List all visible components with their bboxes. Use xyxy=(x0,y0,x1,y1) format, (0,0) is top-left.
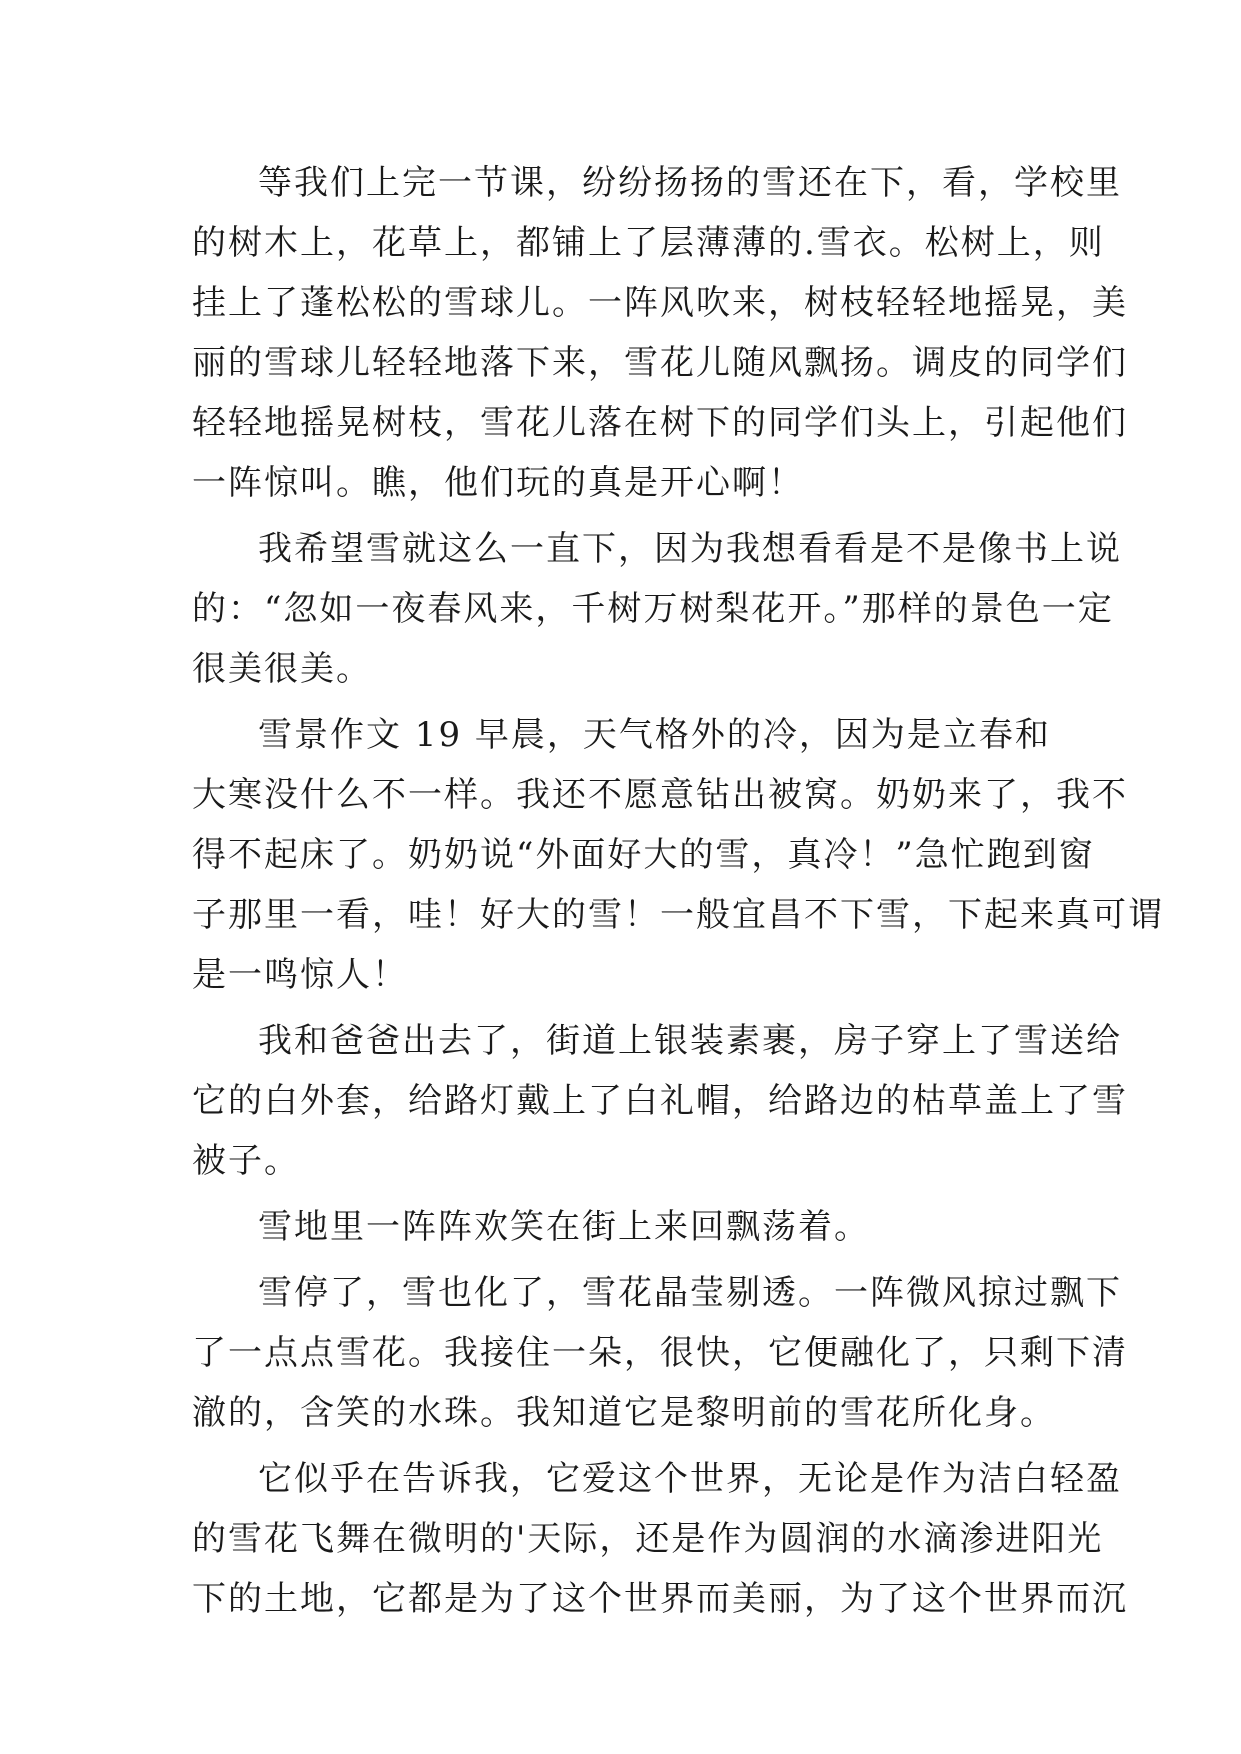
text-line: 轻轻地摇晃树枝，雪花儿落在树下的同学们头上，引起他们 xyxy=(192,403,1128,443)
text-line: 得不起床了。奶奶说“外面好大的雪，真冷！”急忙跑到窗 xyxy=(192,835,1095,875)
text-line: 我和爸爸出去了，街道上银装素裹，房子穿上了雪送给 xyxy=(258,1021,1122,1061)
text-line: 大寒没什么不一样。我还不愿意钻出被窝。奶奶来了，我不 xyxy=(192,775,1128,815)
text-line: 雪景作文 19 早晨，天气格外的冷，因为是立春和 xyxy=(258,715,1051,755)
text-line: 下的土地，它都是为了这个世界而美丽，为了这个世界而沉 xyxy=(192,1579,1128,1619)
text-line: 的雪花飞舞在微明的'天际，还是作为圆润的水滴渗进阳光 xyxy=(192,1519,1104,1559)
text-line: 一阵惊叫。瞧，他们玩的真是开心啊！ xyxy=(192,463,804,503)
text-line: 很美很美。 xyxy=(192,649,372,689)
text-line: 澈的，含笑的水珠。我知道它是黎明前的雪花所化身。 xyxy=(192,1393,1056,1433)
text-line: 子那里一看，哇！好大的雪！一般宜昌不下雪，下起来真可谓 xyxy=(192,895,1164,935)
text-line: 挂上了蓬松松的雪球儿。一阵风吹来，树枝轻轻地摇晃，美 xyxy=(192,283,1128,323)
text-line: 它的白外套，给路灯戴上了白礼帽，给路边的枯草盖上了雪 xyxy=(192,1081,1128,1121)
text-line: 丽的雪球儿轻轻地落下来，雪花儿随风飘扬。调皮的同学们 xyxy=(192,343,1128,383)
text-line: 是一鸣惊人！ xyxy=(192,955,408,995)
text-line: 它似乎在告诉我，它爱这个世界，无论是作为洁白轻盈 xyxy=(258,1459,1122,1499)
text-line: 我希望雪就这么一直下，因为我想看看是不是像书上说 xyxy=(258,529,1122,569)
text-line: 的树木上，花草上，都铺上了层薄薄的.雪衣。松树上，则 xyxy=(192,223,1105,263)
text-line: 被子。 xyxy=(192,1141,300,1181)
text-line: 等我们上完一节课，纷纷扬扬的雪还在下，看，学校里 xyxy=(258,163,1122,203)
text-line: 了一点点雪花。我接住一朵，很快，它便融化了，只剩下清 xyxy=(192,1333,1128,1373)
text-line: 雪停了，雪也化了，雪花晶莹剔透。一阵微风掠过飘下 xyxy=(258,1273,1122,1313)
text-line: 雪地里一阵阵欢笑在街上来回飘荡着。 xyxy=(258,1207,870,1247)
text-line: 的：“忽如一夜春风来，千树万树梨花开。”那样的景色一定 xyxy=(192,589,1114,629)
